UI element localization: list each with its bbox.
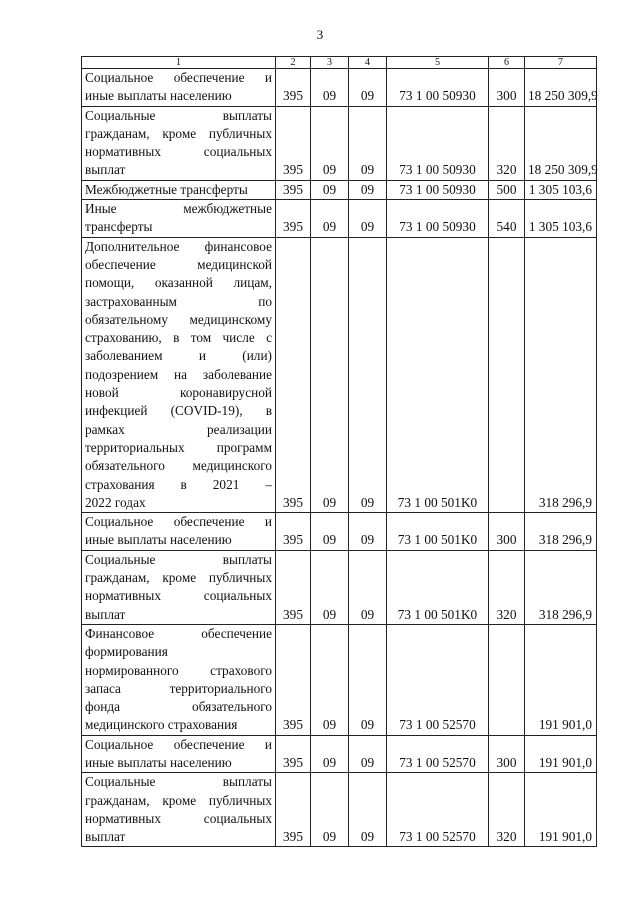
table-row <box>82 773 597 847</box>
row-name-cell <box>82 624 276 735</box>
department-code: 395 <box>276 624 311 735</box>
expense-type-code: 320 <box>489 106 525 180</box>
row-name-line: медицинского страхования <box>85 717 238 733</box>
row-name-line: нормативных социальных <box>85 588 272 604</box>
budget-table <box>81 56 597 847</box>
table-row <box>82 624 597 735</box>
row-name-line: иные выплаты населению <box>85 754 232 770</box>
page-number: 3 <box>316 27 324 42</box>
department-code: 395 <box>276 550 311 624</box>
target-article-code: 73 1 00 501K0 <box>387 513 489 551</box>
expense-type-code: 320 <box>489 550 525 624</box>
target-article-code: 73 1 00 501K0 <box>387 550 489 624</box>
row-name-line: страхованию, в том числе с <box>85 330 272 346</box>
row-name-line: Иные межбюджетные <box>85 201 272 217</box>
row-name-line: запаса территориального <box>85 680 272 696</box>
table-row <box>82 237 597 512</box>
subsection-code: 09 <box>349 624 387 735</box>
expense-type-code: 540 <box>489 200 525 238</box>
row-name-line: формирования <box>85 644 168 660</box>
row-name-cell <box>82 237 276 512</box>
department-code: 395 <box>276 513 311 551</box>
department-code: 395 <box>276 237 311 512</box>
row-name-line: помощи, оказанной лицам, <box>85 275 272 291</box>
section-code: 09 <box>311 513 349 551</box>
amount-value: 191 901,0 <box>525 624 597 735</box>
section-code: 09 <box>311 550 349 624</box>
subsection-code: 09 <box>349 513 387 551</box>
row-name-line: обязательного медицинского <box>85 458 272 474</box>
row-name-line: гражданам, кроме публичных <box>85 570 272 586</box>
target-article-code: 73 1 00 501K0 <box>387 237 489 512</box>
target-article-code: 73 1 00 52570 <box>387 773 489 847</box>
row-name-cell <box>82 180 276 199</box>
table-row <box>82 69 597 107</box>
row-name-line: Дополнительное финансовое <box>85 238 272 254</box>
row-name-line: рамках реализации <box>85 421 272 437</box>
row-name-cell <box>82 69 276 107</box>
target-article-code: 73 1 00 52570 <box>387 735 489 773</box>
row-name-cell <box>82 550 276 624</box>
subsection-code: 09 <box>349 106 387 180</box>
row-name-line: выплат <box>85 606 126 622</box>
section-code: 09 <box>311 180 349 199</box>
column-header: 3 <box>311 57 349 69</box>
target-article-code: 73 1 00 50930 <box>387 106 489 180</box>
row-name-line: заболеванием и (или) <box>85 348 272 364</box>
table-header-row <box>82 57 597 69</box>
amount-value: 18 250 309,9 <box>525 69 597 107</box>
target-article-code: 73 1 00 52570 <box>387 624 489 735</box>
row-name-line: Социальные выплаты <box>85 107 272 123</box>
row-name-line: выплат <box>85 162 126 178</box>
expense-type-code: 300 <box>489 735 525 773</box>
table-row <box>82 106 597 180</box>
section-code: 09 <box>311 624 349 735</box>
expense-type-code: 300 <box>489 69 525 107</box>
row-name-line: обязательному медицинскому <box>85 311 272 327</box>
department-code: 395 <box>276 773 311 847</box>
amount-value: 1 305 103,6 <box>525 180 597 199</box>
department-code: 395 <box>276 180 311 199</box>
row-name-line: нормативных социальных <box>85 810 272 826</box>
table-body <box>82 69 597 847</box>
amount-value: 1 305 103,6 <box>525 200 597 238</box>
subsection-code: 09 <box>349 200 387 238</box>
row-name-line: гражданам, кроме публичных <box>85 125 272 141</box>
table-row <box>82 735 597 773</box>
row-name-line: Межбюджетные трансферты <box>85 181 248 197</box>
row-name-line: 2022 годах <box>85 494 146 510</box>
subsection-code: 09 <box>349 773 387 847</box>
row-name-cell <box>82 513 276 551</box>
section-code: 09 <box>311 106 349 180</box>
row-name-cell <box>82 735 276 773</box>
amount-value: 18 250 309,9 <box>525 106 597 180</box>
row-name-line: Социальные выплаты <box>85 551 272 567</box>
target-article-code: 73 1 00 50930 <box>387 200 489 238</box>
row-name-line: выплат <box>85 829 126 845</box>
column-header: 2 <box>276 57 311 69</box>
column-header: 1 <box>82 57 276 69</box>
section-code: 09 <box>311 237 349 512</box>
row-name-line: нормативных социальных <box>85 144 272 160</box>
amount-value: 318 296,9 <box>525 550 597 624</box>
table-row <box>82 513 597 551</box>
row-name-line: подозрением на заболевание <box>85 366 272 382</box>
row-name-line: трансферты <box>85 219 153 235</box>
subsection-code: 09 <box>349 735 387 773</box>
row-name-line: гражданам, кроме публичных <box>85 792 272 808</box>
section-code: 09 <box>311 735 349 773</box>
row-name-line: территориальных программ <box>85 439 272 455</box>
subsection-code: 09 <box>349 550 387 624</box>
expense-type-code <box>489 237 525 512</box>
row-name-line: инфекцией (COVID-19), в <box>85 403 272 419</box>
amount-value: 318 296,9 <box>525 513 597 551</box>
target-article-code: 73 1 00 50930 <box>387 180 489 199</box>
expense-type-code: 500 <box>489 180 525 199</box>
row-name-line: нормированного страхового <box>85 662 272 678</box>
row-name-line: Социальное обеспечение и <box>85 514 272 530</box>
subsection-code: 09 <box>349 237 387 512</box>
expense-type-code: 320 <box>489 773 525 847</box>
row-name-cell <box>82 773 276 847</box>
department-code: 395 <box>276 106 311 180</box>
section-code: 09 <box>311 200 349 238</box>
row-name-line: иные выплаты населению <box>85 532 232 548</box>
column-header: 4 <box>349 57 387 69</box>
amount-value: 191 901,0 <box>525 773 597 847</box>
row-name-cell <box>82 200 276 238</box>
subsection-code: 09 <box>349 180 387 199</box>
row-name-line: страхования в 2021 – <box>85 476 272 492</box>
expense-type-code <box>489 624 525 735</box>
row-name-line: Социальное обеспечение и <box>85 70 272 85</box>
amount-value: 318 296,9 <box>525 237 597 512</box>
row-name-line: обеспечение медицинской <box>85 256 272 272</box>
amount-value: 191 901,0 <box>525 735 597 773</box>
row-name-line: новой коронавирусной <box>85 385 272 401</box>
section-code: 09 <box>311 69 349 107</box>
department-code: 395 <box>276 200 311 238</box>
column-header: 5 <box>387 57 489 69</box>
column-header: 6 <box>489 57 525 69</box>
row-name-line: фонда обязательного <box>85 699 272 715</box>
table-row <box>82 180 597 199</box>
expense-type-code: 300 <box>489 513 525 551</box>
subsection-code: 09 <box>349 69 387 107</box>
row-name-line: застрахованным по <box>85 293 272 309</box>
row-name-cell <box>82 106 276 180</box>
row-name-line: Финансовое обеспечение <box>85 625 272 641</box>
department-code: 395 <box>276 735 311 773</box>
table-row <box>82 200 597 238</box>
row-name-line: Социальное обеспечение и <box>85 736 272 752</box>
target-article-code: 73 1 00 50930 <box>387 69 489 107</box>
table-row <box>82 550 597 624</box>
row-name-line: иные выплаты населению <box>85 88 232 104</box>
row-name-line: Социальные выплаты <box>85 774 272 790</box>
section-code: 09 <box>311 773 349 847</box>
column-header: 7 <box>525 57 597 69</box>
department-code: 395 <box>276 69 311 107</box>
